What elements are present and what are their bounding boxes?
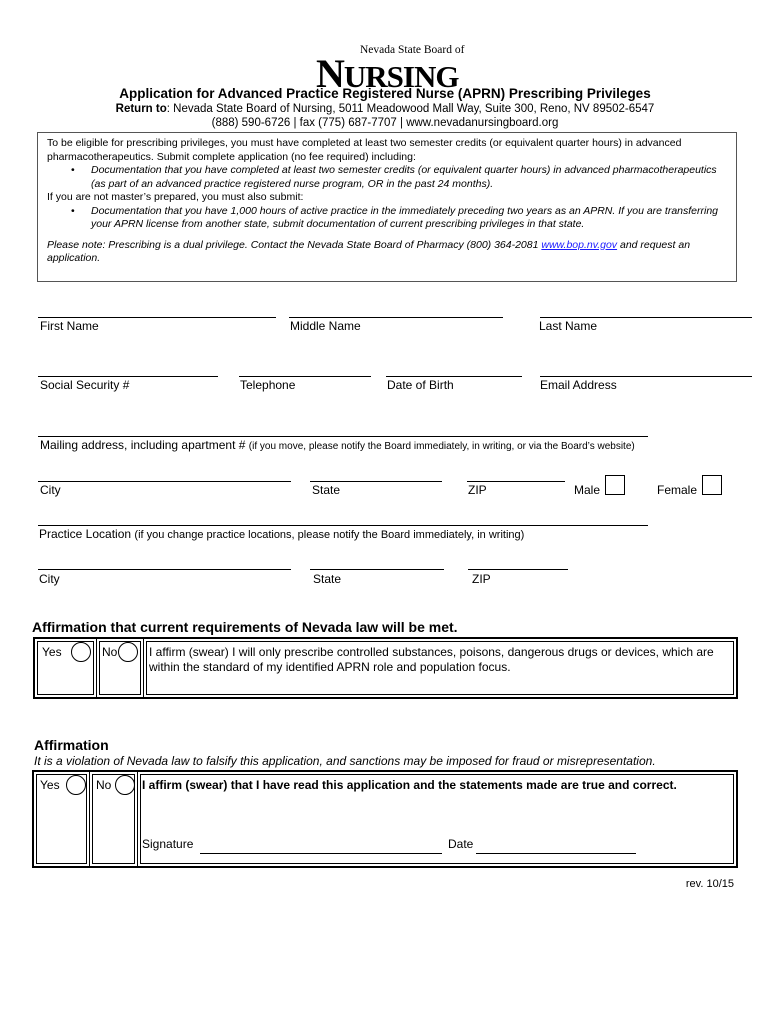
middle-name-field[interactable] <box>289 317 503 318</box>
zip-label: ZIP <box>468 483 487 497</box>
form-title: Application for Advanced Practice Registered Nurse (APRN) Prescribing Privileges <box>119 86 651 101</box>
male-label: Male <box>574 483 601 497</box>
first-name-field[interactable] <box>38 317 276 318</box>
return-address <box>0 103 770 115</box>
bullet-dot-icon: • <box>71 164 75 176</box>
female-checkbox[interactable] <box>702 475 722 495</box>
last-name-label: Last Name <box>539 319 598 333</box>
state-field[interactable] <box>310 481 442 482</box>
no-label: No <box>96 778 112 792</box>
date-field[interactable] <box>476 853 636 854</box>
requirement-bullet-2-text: Documentation that you have 1,000 hours of active practice in the immediately preceding two years as an APRN. If you are transferring your APRN license from another state, submit documentation of current prescribing privileges in that state. <box>91 204 719 230</box>
last-name-field[interactable] <box>540 317 752 318</box>
ssn-label: Social Security # <box>40 378 130 392</box>
affirm1-statement: I affirm (swear) I will only prescribe controlled substances, poisons, dangerous drugs or devices, which are within the standard of my identified APRN role and population focus. <box>149 645 714 674</box>
signature-label: Signature <box>142 837 194 851</box>
first-name-label: First Name <box>40 319 99 333</box>
male-checkbox[interactable] <box>605 475 625 495</box>
practice-state-field[interactable] <box>310 569 444 570</box>
mailing-address-field[interactable] <box>38 436 648 437</box>
revision-label: rev. 10/15 <box>685 878 734 890</box>
female-label: Female <box>657 483 698 497</box>
city-label: City <box>40 483 61 497</box>
yes-label: Yes <box>42 645 62 659</box>
state-label: State <box>312 483 341 497</box>
requirement-bullet-2 <box>47 205 727 232</box>
eligibility-info-box <box>37 132 737 282</box>
pharmacy-link[interactable]: www.bop.nv.gov <box>541 238 618 251</box>
affirm1-no-radio[interactable] <box>118 642 138 662</box>
affirmation-requirements-heading: Affirmation that current requirements of Nevada law will be met. <box>32 619 458 635</box>
logo-subtitle: Nevada State Board of <box>360 44 465 56</box>
email-field[interactable] <box>540 376 752 377</box>
mailing-address-label-text: Mailing address, including apartment # <box>40 438 246 452</box>
yes-label: Yes <box>40 778 60 792</box>
contact-line: (888) 590-6726 | fax (775) 687-7707 | www.nevadanursingboard.org <box>211 117 559 129</box>
practice-location-label <box>39 527 524 541</box>
signature-field[interactable] <box>200 853 442 854</box>
practice-state-label: State <box>313 572 342 586</box>
masters-requirement: If you are not master’s prepared, you must also submit: <box>47 191 304 203</box>
middle-name-label: Middle Name <box>290 319 361 333</box>
practice-city-label: City <box>39 572 60 586</box>
affirmation-table <box>32 770 738 868</box>
logo-rest: URSING <box>343 59 459 94</box>
city-field[interactable] <box>38 481 291 482</box>
affirm2-statement: I affirm (swear) that I have read this application and the statements made are true and correct. <box>142 778 677 792</box>
mailing-address-label <box>40 438 635 452</box>
affirmation-requirements-table <box>33 637 738 699</box>
affirm1-yes-radio[interactable] <box>71 642 91 662</box>
pharmacy-note-text: Please note: Prescribing is a dual privilege. Contact the Nevada State Board of Pharmacy (800) 364-2081 <box>47 238 542 251</box>
pharmacy-note <box>47 239 727 266</box>
eligibility-intro: To be eligible for prescribing privileges, you must have completed at least two semester credits (or equivalent quarter hours) in advanced pharmacotherapeutics. Submit complete application (no fee required) including: <box>47 137 682 163</box>
requirement-bullet-1 <box>47 164 727 191</box>
nursing-board-logo <box>316 44 466 96</box>
date-label: Date <box>448 837 474 851</box>
practice-zip-field[interactable] <box>468 569 568 570</box>
affirm2-no-radio[interactable] <box>115 775 135 795</box>
pharmacy-note-tail: and request an application. <box>47 238 691 264</box>
practice-location-label-text: Practice Location <box>39 527 132 541</box>
logo-initial: N <box>316 51 344 96</box>
no-label: No <box>102 645 118 659</box>
return-label: Return to <box>115 103 167 115</box>
affirm2-yes-radio[interactable] <box>66 775 86 795</box>
practice-location-field[interactable] <box>38 525 648 526</box>
dob-field[interactable] <box>386 376 522 377</box>
requirement-bullet-1-text: Documentation that you have completed at least two semester credits (or equivalent quarter hours) in advanced pharmacotherapeutics (as part of an advanced practice registered nurse program, OR in the past 24 months). <box>91 164 717 190</box>
fraud-warning: It is a violation of Nevada law to falsify this application, and sanctions may be imposed for fraud or misrepresentation. <box>34 754 656 768</box>
dob-label: Date of Birth <box>387 378 454 392</box>
return-address-text: : Nevada State Board of Nursing, 5011 Meadowood Mall Way, Suite 300, Reno, NV 89502-6547 <box>166 103 655 115</box>
telephone-label: Telephone <box>240 378 296 392</box>
practice-zip-label: ZIP <box>472 572 491 586</box>
ssn-field[interactable] <box>38 376 218 377</box>
mailing-address-note: (if you move, please notify the Board immediately, in writing, or via the Board’s website) <box>248 441 635 452</box>
zip-field[interactable] <box>467 481 565 482</box>
email-label: Email Address <box>540 378 617 392</box>
bullet-dot-icon: • <box>71 204 75 217</box>
practice-city-field[interactable] <box>38 569 291 570</box>
telephone-field[interactable] <box>239 376 371 377</box>
practice-location-note: (if you change practice locations, please notify the Board immediately, in writing) <box>134 529 525 541</box>
affirmation-heading: Affirmation <box>34 737 109 753</box>
